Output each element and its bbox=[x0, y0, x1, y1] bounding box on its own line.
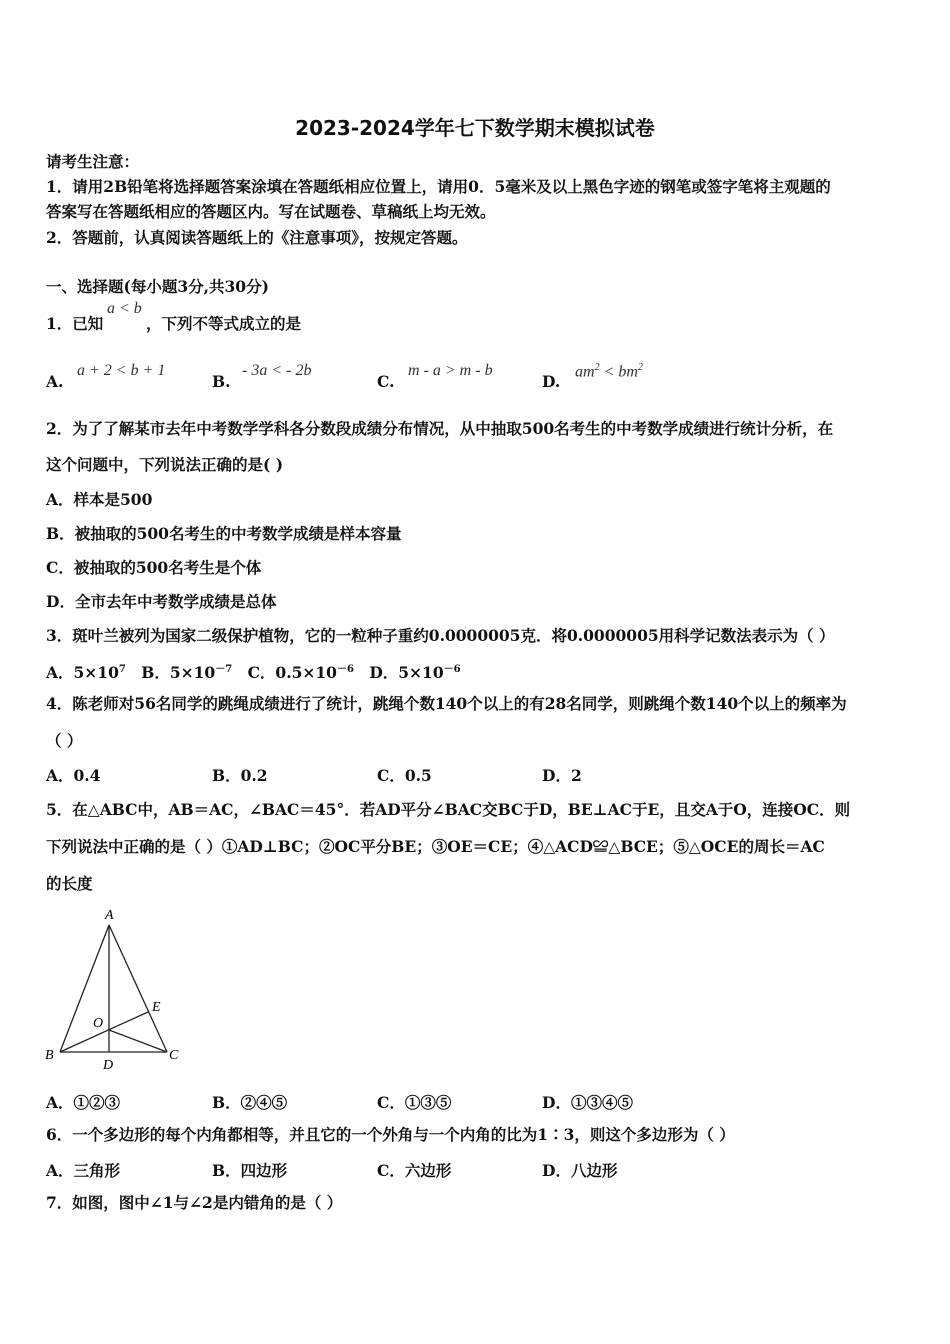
q3-option-d: D．$5\times 10^{-6}$ bbox=[369, 663, 461, 683]
q6-option-a: A．三角形 bbox=[46, 1161, 121, 1180]
label-d: D bbox=[103, 1058, 114, 1073]
q1-option-a-label: A. bbox=[46, 372, 64, 391]
q1-option-d: $am^2 < bm^2$ bbox=[575, 362, 643, 381]
q4-option-d: D．2 bbox=[542, 766, 582, 785]
notice-line-2: 答案写在答题纸相应的答题区内。写在试题卷、草稿纸上均无效。 bbox=[46, 202, 496, 221]
q3-option-a: A．$5\times 10^7$ bbox=[46, 663, 126, 683]
q1-option-c-label: C. bbox=[377, 372, 395, 391]
q3-line-1: 3．斑叶兰被列为国家二级保护植物，它的一粒种子重约0.0000005克．将0.0000005用科学记数法表示为（ ） bbox=[46, 626, 835, 645]
q1-text-a: 1．已知 bbox=[46, 314, 104, 333]
q2-option-d: D．全市去年中考数学成绩是总体 bbox=[46, 592, 277, 611]
label-o: O bbox=[93, 1016, 104, 1031]
q2-line-2: 这个问题中，下列说法正确的是( ) bbox=[46, 455, 284, 474]
q5-option-a: A．①②③ bbox=[46, 1093, 121, 1112]
q2-option-a: A．样本是500 bbox=[46, 490, 153, 509]
q1-text-b: ，下列不等式成立的是 bbox=[146, 314, 302, 333]
notice-line-3: 2．答题前，认真阅读答题纸上的《注意事项》，按规定答题。 bbox=[46, 228, 468, 247]
q3-options bbox=[46, 660, 461, 683]
q2-option-b: B．被抽取的500名考生的中考数学成绩是样本容量 bbox=[46, 524, 402, 543]
q1-condition: a < b bbox=[107, 300, 142, 317]
q5-line-1: 5．在△ABC中，AB＝AC，∠BAC＝45°．若AD平分∠BAC交BC于D，BE⊥AC于E，且交A于O，连接OC．则 bbox=[46, 800, 851, 819]
page-title: 2023-2024学年七下数学期末模拟试卷 bbox=[295, 116, 655, 140]
q5-option-d: D．①③④⑤ bbox=[542, 1093, 633, 1112]
q2-line-1: 2．为了了解某市去年中考数学学科各分数段成绩分布情况，从中抽取500名考生的中考数学成绩进行统计分析，在 bbox=[46, 419, 834, 438]
label-b: B bbox=[45, 1048, 54, 1063]
q6-line-1: 6．一个多边形的每个内角都相等，并且它的一个外角与一个内角的比为1∶3，则这个多边形为（ ） bbox=[46, 1125, 735, 1144]
notice-line-1: 1．请用2B铅笔将选择题答案涂填在答题纸相应位置上，请用0．5毫米及以上黑色字迹的钢笔或签字笔将主观题的 bbox=[46, 177, 831, 196]
notice-heading: 请考生注意： bbox=[46, 152, 140, 171]
q4-line-1: 4．陈老师对56名同学的跳绳成绩进行了统计，跳绳个数140个以上的有28名同学，则跳绳个数140个以上的频率为 bbox=[46, 694, 847, 713]
q1-option-a: a + 2 < b + 1 bbox=[77, 362, 166, 379]
q6-option-d: D．八边形 bbox=[542, 1161, 618, 1180]
q5-option-c: C．①③⑤ bbox=[377, 1093, 452, 1112]
q5-triangle-figure bbox=[40, 905, 190, 1075]
q3-option-b: B．$5\times 10^{-7}$ bbox=[141, 663, 233, 683]
q1-option-d-label: D. bbox=[542, 372, 561, 391]
q2-option-c: C．被抽取的500名考生是个体 bbox=[46, 558, 262, 577]
section-heading: 一、选择题(每小题3分,共30分) bbox=[46, 277, 269, 296]
q1-option-b-label: B. bbox=[212, 372, 231, 391]
label-c: C bbox=[169, 1048, 179, 1063]
q1-option-b: - 3a < - 2b bbox=[242, 362, 312, 379]
q5-line-2: 下列说法中正确的是（ ）①AD⊥BC；②OC平分BE；③OE＝CE；④△ACD≌△BCE；⑤△OCE的周长＝AC bbox=[46, 837, 825, 856]
label-a: A bbox=[105, 908, 114, 923]
q1-option-c: m - a > m - b bbox=[408, 362, 493, 379]
q5-line-3: 的长度 bbox=[46, 874, 93, 893]
q6-option-c: C．六边形 bbox=[377, 1161, 452, 1180]
q5-option-b: B．②④⑤ bbox=[212, 1093, 288, 1112]
q4-option-b: B．0.2 bbox=[212, 766, 268, 785]
q4-line-2: （ ） bbox=[46, 731, 83, 750]
q4-option-a: A．0.4 bbox=[46, 766, 101, 785]
q6-option-b: B．四边形 bbox=[212, 1161, 288, 1180]
label-e: E bbox=[152, 1000, 161, 1015]
q7-line-1: 7．如图，图中∠1与∠2是内错角的是（ ） bbox=[46, 1193, 343, 1212]
q3-option-c: C．$0.5\times 10^{-6}$ bbox=[247, 663, 354, 683]
q4-option-c: C．0.5 bbox=[377, 766, 432, 785]
